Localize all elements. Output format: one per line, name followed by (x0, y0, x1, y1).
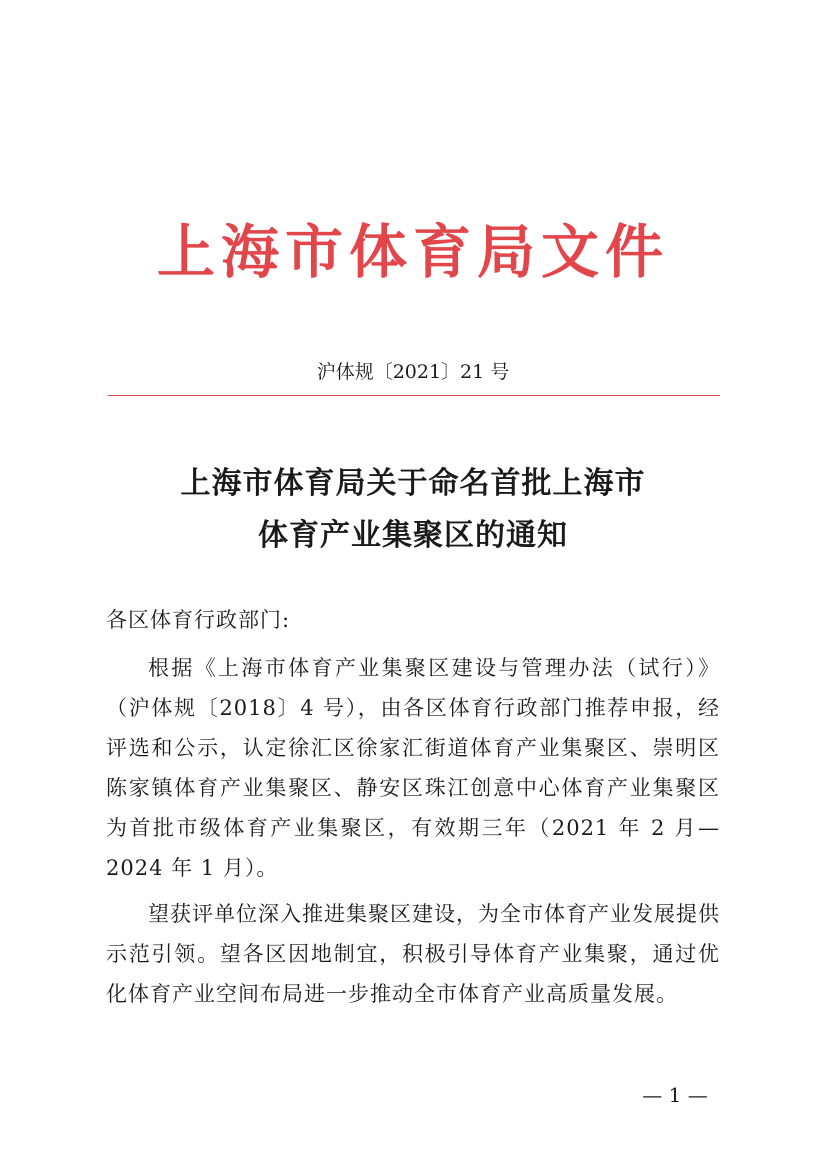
page-number: — 1 — (642, 1083, 708, 1107)
notice-title-line-2: 体育产业集聚区的通知 (258, 518, 568, 553)
masthead-title: 上海市体育局文件 (156, 218, 669, 286)
salutation: 各区体育行政部门: (106, 608, 291, 632)
body-paragraph-1: 根据《上海市体育产业集聚区建设与管理办法（试行）》（沪体规〔2018〕4 号），由各区体育行政部门推荐申报，经评选和公示，认定徐汇区徐家汇街道体育产业集聚区、崇明区陈家镇体育产业集聚区、静安区珠江创意中心体育产业集聚区为首批市级体育产业集聚区，有效期三年（2021 年 2 月—2024 年 1 月）。 (106, 656, 721, 880)
notice-title (0, 458, 826, 562)
notice-title-line-1: 上海市体育局关于命名首批上海市 (180, 466, 646, 501)
red-divider-line (108, 395, 720, 396)
body-paragraph-2: 望获评单位深入推进集聚区建设，为全市体育产业发展提供示范引领。望各区因地制宜，积极引导体育产业集聚，通过优化体育产业空间布局进一步推动全市体育产业高质量发展。 (106, 902, 720, 1006)
document-number: 沪体规〔2021〕21 号 (316, 361, 510, 383)
notice-body (106, 600, 720, 1020)
